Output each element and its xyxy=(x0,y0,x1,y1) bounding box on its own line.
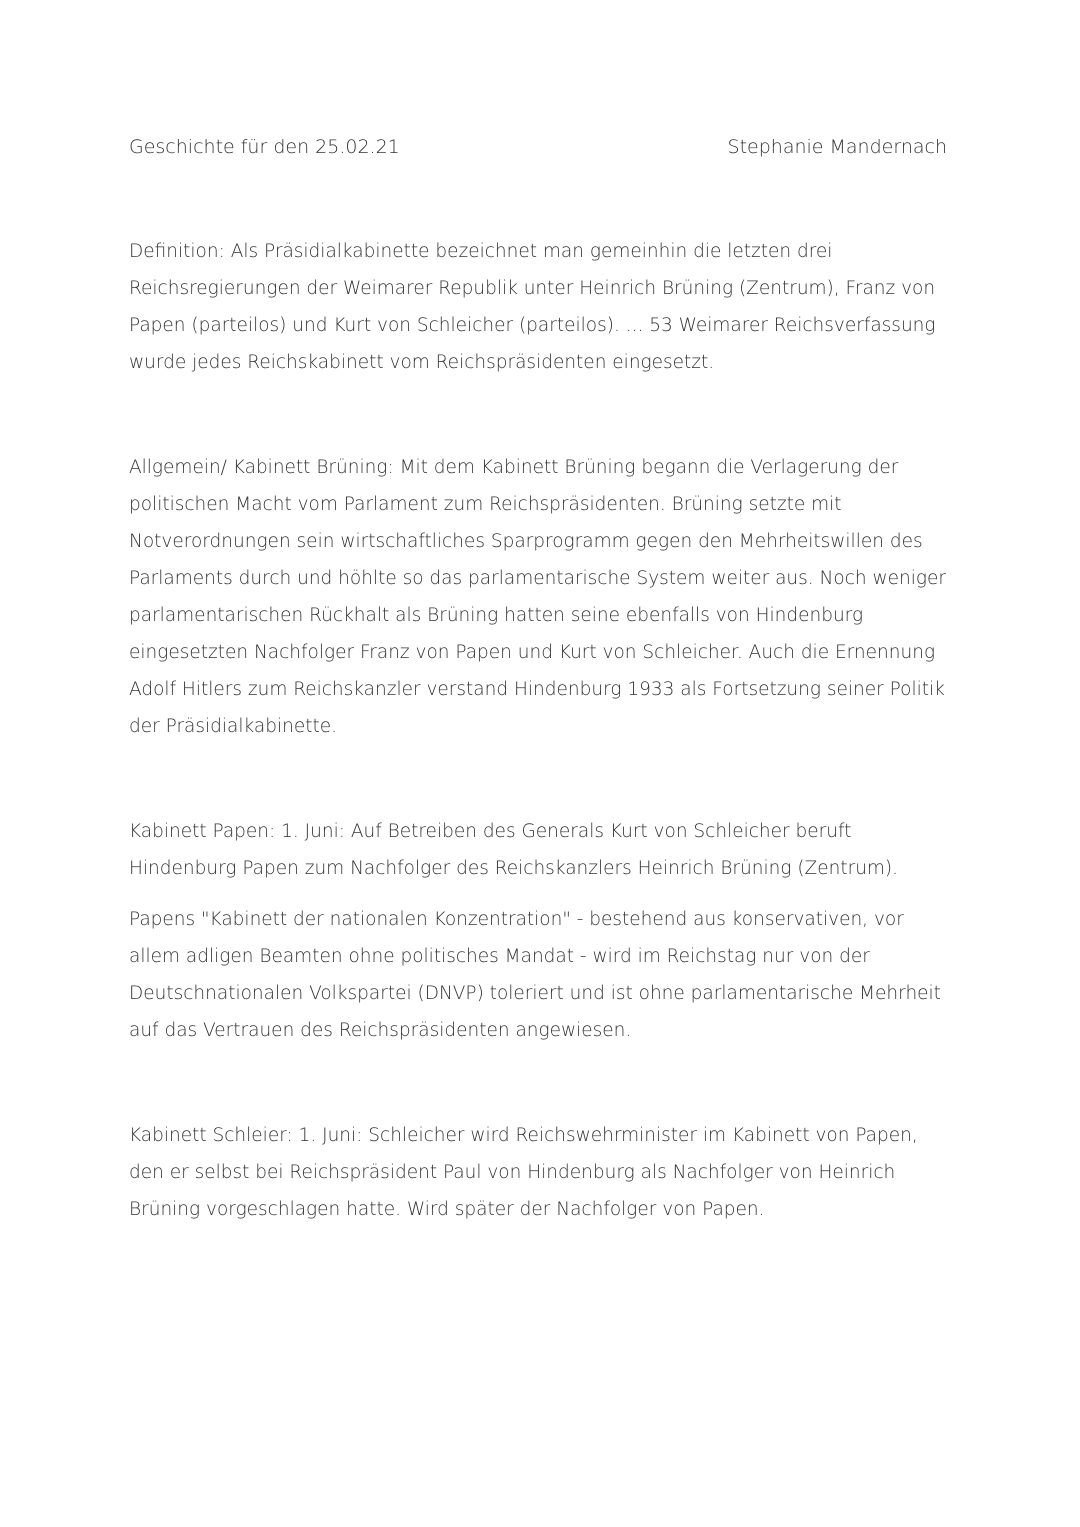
header-author: Stephanie Mandernach xyxy=(727,136,947,158)
paragraph-kabinett-schleicher: Kabinett Schleier: 1. Juni: Schleicher wird Reichswehrminister im Kabinett von Papen, den er selbst bei Reichspräsident Paul von Hindenburg als Nachfolger von Heinrich Brüning vorgeschlagen hatte. Wird später der Nachfolger von Papen. xyxy=(129,1125,918,1220)
page-header xyxy=(129,132,947,162)
paragraph-kabinett-bruening: Allgemein/ Kabinett Brüning: Mit dem Kabinett Brüning begann die Verlagerung der politischen Macht vom Parlament zum Reichspräsidenten. Brüning setzte mit Notverordnungen sein wirtschaftliches Sparprogramm gegen den Mehrheitswillen des Parlaments durch und höhlte so das parlamentarische System weiter aus. Noch weniger parlamentarischen Rückhalt als Brüning hatten seine ebenfalls von Hindenburg eingesetzten Nachfolger Franz von Papen und Kurt von Schleicher. Auch die Ernennung Adolf Hitlers zum Reichskanzler verstand Hindenburg 1933 als Fortsetzung seiner Politik der Präsidialkabinette. xyxy=(129,457,946,737)
paragraph-kabinett-papen: Kabinett Papen: 1. Juni: Auf Betreiben des Generals Kurt von Schleicher beruft Hindenburg Papen zum Nachfolger des Reichskanzlers Heinrich Brüning (Zentrum). xyxy=(129,821,899,879)
document-body xyxy=(129,233,955,1228)
paragraph-definition: Definition: Als Präsidialkabinette bezeichnet man gemeinhin die letzten drei Reichsregierungen der Weimarer Republik unter Heinrich Brüning (Zentrum), Franz von Papen (parteilos) und Kurt von Schleicher (parteilos). ... 53 Weimarer Reichsverfassung wurde jedes Reichskabinett vom Reichspräsidenten eingesetzt. xyxy=(129,241,936,373)
header-subject-date: Geschichte für den 25.02.21 xyxy=(129,136,400,158)
paragraph-papen-konzentration: Papens "Kabinett der nationalen Konzentration" - bestehend aus konservativen, vor allem adligen Beamten ohne politisches Mandat - wird im Reichstag nur von der Deutschnationalen Volkspartei (DNVP) toleriert und ist ohne parlamentarische Mehrheit auf das Vertrauen des Reichspräsidenten angewiesen. xyxy=(129,909,941,1041)
